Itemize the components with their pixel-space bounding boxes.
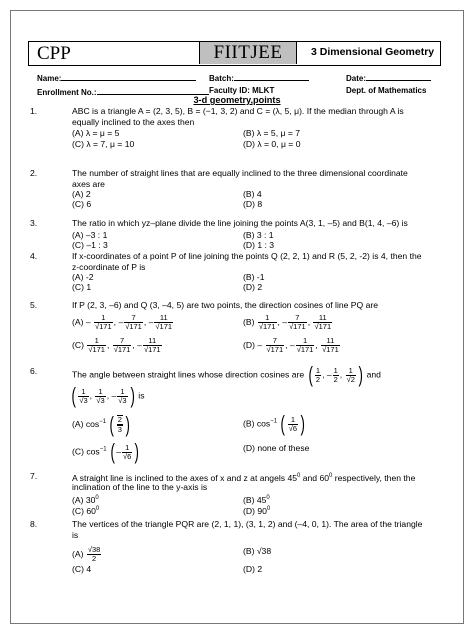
q8-text-line1: The vertices of the triangle PQR are (2, 1, 1), (3, 1, 2) and (–4, 0, 1). The area of the triangle xyxy=(72,519,423,529)
batch-label: Batch: xyxy=(209,74,234,83)
q4-option-a[interactable]: (A) -2 xyxy=(72,272,94,282)
header-box xyxy=(28,41,441,66)
q1-option-a[interactable]: (A) λ = μ = 5 xyxy=(72,128,120,138)
q2-option-b[interactable]: (B) 4 xyxy=(243,189,262,199)
fraction: $\frac{11}{√171}$ xyxy=(143,336,161,354)
batch-blank xyxy=(234,72,309,81)
fraction: $\frac{7}{√171}$ xyxy=(266,336,284,354)
fraction: $\frac{11}{√171}$ xyxy=(322,336,339,354)
q8-option-a[interactable]: (A) $\frac{√38}{2}$ xyxy=(72,545,101,563)
q7-option-b[interactable]: (B) $45^0$ xyxy=(243,495,270,505)
q7-option-c[interactable]: (C) $60^0$ xyxy=(72,506,100,516)
section-title: 3-d geometry,points xyxy=(193,95,281,105)
q1-option-d[interactable]: (D) λ = 0, μ = 0 xyxy=(243,139,301,149)
faculty-id: Faculty ID: MLKT xyxy=(209,86,275,95)
q3-option-a[interactable]: (A) –3 : 1 xyxy=(72,230,108,240)
q3-text-line1: The ratio in which yz–plane divide the line joining the points A(3, 1, –5) and B(1, 4, –6) is xyxy=(72,218,408,228)
fraction: $\frac{7}{√171}$ xyxy=(113,336,131,354)
q5-option-c[interactable]: (C) $\frac{1}{√171}$ , $\frac{7}{√171}$ , – $\frac{11}{√171}$ xyxy=(72,336,161,354)
q5-option-b[interactable]: (B) $\frac{1}{√171}$ , – $\frac{7}{√171}$ , $\frac{11}{√171}$ xyxy=(243,313,332,331)
fraction: $\frac{1}{2}$ xyxy=(333,365,338,384)
fraction: $\frac{1}{√6}$ xyxy=(123,442,132,461)
fraction: $\frac{11}{√171}$ xyxy=(314,313,332,331)
q8-option-c[interactable]: (C) 4 xyxy=(72,564,92,574)
q5-option-d[interactable]: (D) – $\frac{7}{√171}$ , – $\frac{1}{√171}$ , $\frac{11}{√171}$ xyxy=(243,336,339,354)
q3-option-b[interactable]: (B) 3 : 1 xyxy=(243,230,274,240)
q4-option-c[interactable]: (C) 1 xyxy=(72,282,92,292)
fraction: $\frac{1}{√3}$ xyxy=(79,386,88,405)
enrollment-blank xyxy=(97,86,209,95)
q6-option-b[interactable]: (B) $\cos^{-1}$ ( $\frac{1}{√6}$ ) xyxy=(243,411,305,436)
fraction: $\frac{7}{√171}$ xyxy=(289,313,306,331)
cpp-label: CPP xyxy=(37,43,71,64)
q8-option-b[interactable]: (B) √38 xyxy=(243,546,272,556)
q7-number: 7. xyxy=(30,471,38,481)
q5a-label: (A) – xyxy=(72,316,91,327)
enrollment-label: Enrollment No.: xyxy=(37,88,97,97)
q2-text-line2: axes are xyxy=(72,179,105,189)
fiitjee-logo: FIITJEE xyxy=(199,42,297,64)
fraction: $\frac{11}{√171}$ xyxy=(155,313,173,331)
q7-option-d[interactable]: (D) $90^0$ xyxy=(243,506,271,516)
q4-text-line1: If x-coordinates of a point P of line joining the points Q (2, 2, 1) and R (5, 2, -2) is 4, then the xyxy=(72,251,422,261)
fraction: $\frac{1}{√2}$ xyxy=(346,365,355,384)
q7-text-line2: inclination of the line to the y-axis is xyxy=(72,482,208,492)
fraction: $\frac{1}{√171}$ xyxy=(296,336,314,354)
q6-option-d[interactable]: (D) none of these xyxy=(243,443,310,453)
q7-option-a[interactable]: (A) $30^0$ xyxy=(72,495,99,505)
q8-text-line2: is xyxy=(72,530,79,540)
q1-text-line2: equally inclined to the axes then xyxy=(72,117,195,127)
q4-option-d[interactable]: (D) 2 xyxy=(243,282,263,292)
q2-number: 2. xyxy=(30,168,38,178)
fraction: $\frac{1}{√3}$ xyxy=(96,386,105,405)
q4-number: 4. xyxy=(30,251,38,261)
fraction: $\frac{7}{√171}$ xyxy=(125,313,142,331)
name-label: Name: xyxy=(37,74,62,83)
fraction: $\frac{1}{√171}$ xyxy=(258,313,276,331)
q1-option-b[interactable]: (B) λ = 5, μ = 7 xyxy=(243,128,301,138)
q6-text-line1: The angle between straight lines whose direction cosines are ( $\frac{1}{2}$ , – $\frac{1}{2}$ , $\frac{1}{√2}$ ) and xyxy=(72,362,381,387)
name-blank xyxy=(61,72,196,81)
date-field xyxy=(346,72,431,83)
department: Dept. of Mathematics xyxy=(346,86,427,95)
q6-text-line2: ( $\frac{1}{√3}$ , $\frac{1}{√3}$ , – $\frac{1}{√3}$ ) is xyxy=(71,383,145,408)
q5d-label: (D) – xyxy=(243,339,263,350)
q2-option-a[interactable]: (A) 2 xyxy=(72,189,91,199)
date-blank xyxy=(366,72,431,81)
date-label: Date: xyxy=(346,74,367,83)
name-field xyxy=(37,72,196,83)
q1-number: 1. xyxy=(30,106,38,116)
q5c-label: (C) xyxy=(72,339,84,350)
q4-option-b[interactable]: (B) -1 xyxy=(243,272,265,282)
q2-option-c[interactable]: (C) 6 xyxy=(72,199,92,209)
q2-option-d[interactable]: (D) 8 xyxy=(243,199,263,209)
q3-number: 3. xyxy=(30,218,38,228)
q2-text-line1: The number of straight lines that are equally inclined to the three dimensional coordinate xyxy=(72,168,408,178)
q1-option-c[interactable]: (C) λ = 7, μ = 10 xyxy=(72,139,135,149)
q1-text-line1: ABC is a triangle A = (2, 3, 5), B = (−1, 3, 2) and C = (λ, 5, μ). If the median through A is xyxy=(72,106,404,116)
q8-option-d[interactable]: (D) 2 xyxy=(243,564,263,574)
batch-field xyxy=(209,72,309,83)
q8-number: 8. xyxy=(30,519,38,529)
q6-option-a[interactable]: (A) $\cos^{-1}$ ( $\frac{2}{3}$ ) xyxy=(72,411,130,437)
q7-text-line1: A straight line is inclined to the axes of x and z at angels $45^0$ and $60^0$ respectively, then the xyxy=(72,473,416,483)
fraction: $\frac{1}{√6}$ xyxy=(288,414,298,433)
fraction: $\frac{1}{2}$ xyxy=(315,365,321,384)
fraction: $\frac{1}{√171}$ xyxy=(88,336,105,354)
fraction: $\frac{1}{√3}$ xyxy=(118,386,127,405)
fraction: $\frac{1}{√171}$ xyxy=(95,313,112,331)
q4-text-line2: z-coordinate of P is xyxy=(72,262,146,272)
fraction: $\frac{√38}{2}$ xyxy=(87,545,101,563)
q5-option-a[interactable]: (A) – $\frac{1}{√171}$ , – $\frac{7}{√171}$ , – $\frac{11}{√171}$ xyxy=(72,313,173,331)
q3-option-d[interactable]: (D) 1 : 3 xyxy=(243,240,275,250)
q5-number: 5. xyxy=(30,300,38,310)
q6-option-c[interactable]: (C) $\cos^{-1}$ (– $\frac{1}{√6}$ ) xyxy=(72,439,140,464)
fraction: $\frac{2}{3}$ xyxy=(117,415,122,434)
q5-text-line1: If P (2, 3, –6) and Q (3, –4, 5) are two points, the direction cosines of line PQ are xyxy=(72,300,379,310)
q3-option-c[interactable]: (C) –1 : 3 xyxy=(72,240,108,250)
topic-title: 3 Dimensional Geometry xyxy=(311,46,435,58)
q6-number: 6. xyxy=(30,366,38,376)
q5b-label: (B) xyxy=(243,316,255,327)
